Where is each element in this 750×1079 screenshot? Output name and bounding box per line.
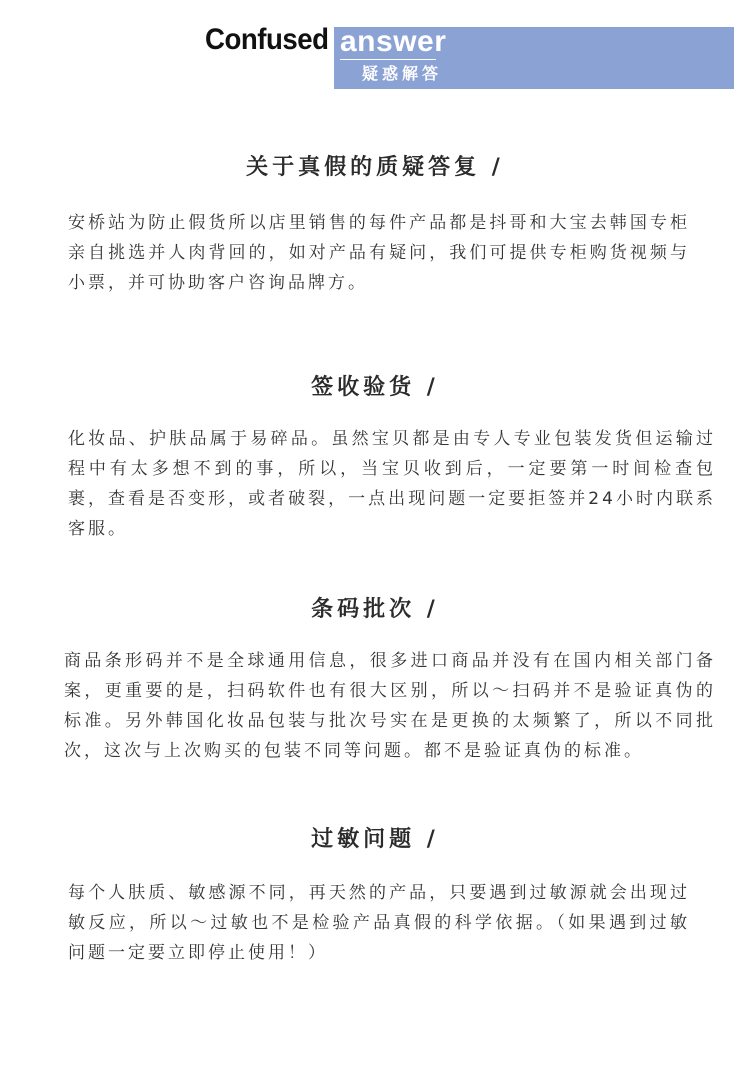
header-title-white: answer — [340, 25, 447, 58]
section-body: 每个人肤质、敏感源不同，再天然的产品，只要遇到过敏源就会出现过敏反应，所以～过敏也不是检验产品真假的科学依据。（如果遇到过敏问题一定要立即停止使用！） — [68, 883, 690, 963]
header-divider — [340, 59, 436, 60]
section-body: 商品条形码并不是全球通用信息，很多进口商品并没有在国内相关部门备案，更重要的是，扫码软件也有很大区别，所以～扫码并不是验证真伪的标准。另外韩国化妆品包装与批次号实在是更换的太频繁了，所以不同批次，这次与上次购买的包装不同等问题。都不是验证真伪的标准。 — [64, 651, 716, 761]
section-title: 签收验货 / — [311, 375, 439, 400]
section-title: 过敏问题 / — [311, 827, 439, 852]
header-band — [334, 27, 734, 89]
section-body: 安桥站为防止假货所以店里销售的每件产品都是抖哥和大宝去韩国专柜亲自挑选并人肉背回的，如对产品有疑问，我们可提供专柜购货视频与小票，并可协助客户咨询品牌方。 — [68, 213, 690, 293]
header-title-black: Confused — [205, 23, 329, 56]
header-subtitle: 疑惑解答 — [362, 64, 443, 83]
section-title: 条码批次 / — [311, 597, 439, 622]
section-title: 关于真假的质疑答复 / — [246, 155, 504, 180]
section-body: 化妆品、护肤品属于易碎品。虽然宝贝都是由专人专业包装发货但运输过程中有太多想不到的事，所以，当宝贝收到后，一定要第一时间检查包裹，查看是否变形，或者破裂，一点出现问题一定要拒签并24小时内联系客服。 — [68, 429, 716, 539]
